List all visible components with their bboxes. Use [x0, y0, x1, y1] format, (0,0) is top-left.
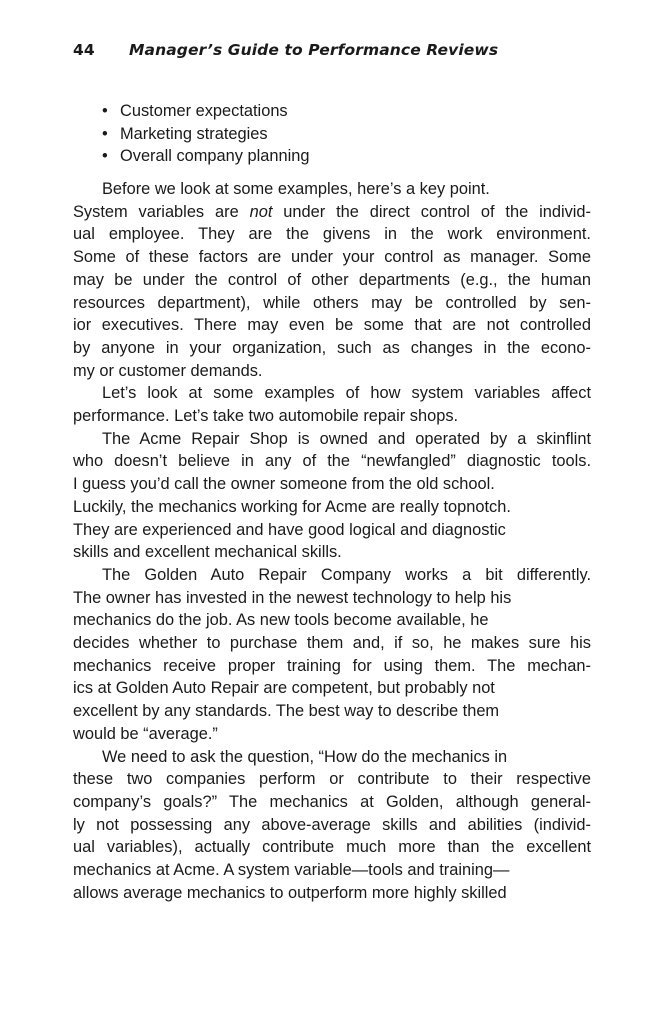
text-line: skills and excellent mechanical skills. — [73, 543, 342, 562]
text-line: mechanics do the job. As new tools become available, he — [73, 611, 489, 630]
text-line: decides whether to purchase them and, if so, he makes sure his — [73, 634, 591, 653]
text-line: excellent by any standards. The best way to describe them — [73, 702, 500, 721]
text-line: I guess you’d call the owner someone from the old school. — [73, 475, 495, 494]
text-line: Some of these factors are under your control as manager. Some — [73, 248, 591, 267]
text-line: The Acme Repair Shop is owned and operated by a skinflint — [102, 429, 591, 448]
text-line: System variables are not under the direct control of the individ- — [73, 202, 591, 221]
text-line: mechanics receive proper training for using them. The mechan- — [73, 656, 591, 675]
page-number: 44 — [73, 41, 95, 59]
bullet-item: • Customer expectations — [102, 100, 310, 123]
emphasis: not — [249, 202, 273, 221]
bullet-list — [102, 100, 310, 168]
text-line: resources department), while others may be controlled by sen- — [73, 293, 591, 312]
text-line: We need to ask the question, “How do the mechanics in — [102, 747, 508, 766]
text-line: Let’s look at some examples of how system variables affect — [102, 384, 591, 403]
text-line: my or customer demands. — [73, 361, 263, 380]
text-line: Before we look at some examples, here’s a key point. — [102, 180, 490, 198]
text-line: may be under the control of other departments (e.g., the human — [73, 270, 591, 289]
text-line: who doesn’t believe in any of the “newfangled” diagnostic tools. — [73, 452, 591, 471]
text-line: mechanics at Acme. A system variable—tools and training— — [73, 861, 510, 880]
bullet-dot-icon: • — [102, 147, 108, 166]
bullet-dot-icon: • — [102, 124, 108, 143]
text-line: by anyone in your organization, such as changes in the econo- — [73, 338, 591, 357]
book-title: Manager’s Guide to Performance Reviews — [129, 41, 499, 59]
text-line: performance. Let’s take two automobile repair shops. — [73, 407, 459, 426]
bullet-item: • Overall company planning — [102, 145, 310, 168]
text-line: company’s goals?” The mechanics at Golden, although general- — [73, 792, 591, 811]
text-line: ior executives. There may even be some that are not controlled — [73, 316, 591, 335]
text-line: allows average mechanics to outperform more highly skilled — [73, 883, 507, 902]
text-line: ly not possessing any above-average skills and abilities (individ- — [73, 815, 591, 834]
text-line: ual employee. They are the givens in the work environment. — [73, 225, 591, 244]
text-line: The owner has invested in the newest technology to help his — [73, 588, 512, 607]
text-line: ics at Golden Auto Repair are competent, but probably not — [73, 679, 495, 698]
text-line: Luckily, the mechanics working for Acme are really topnotch. — [73, 497, 511, 516]
text-line: would be “average.” — [73, 724, 218, 743]
text-line: ual variables), actually contribute much more than the excellent — [73, 838, 591, 857]
bullet-dot-icon: • — [102, 102, 108, 120]
text-line: They are experienced and have good logical and diagnostic — [73, 520, 506, 539]
bullet-item: • Marketing strategies — [102, 123, 310, 146]
text-line: The Golden Auto Repair Company works a bit differently. — [102, 565, 591, 584]
text-line: these two companies perform or contribute to their respective — [73, 770, 591, 789]
running-header — [73, 41, 498, 59]
body-text — [73, 178, 591, 905]
